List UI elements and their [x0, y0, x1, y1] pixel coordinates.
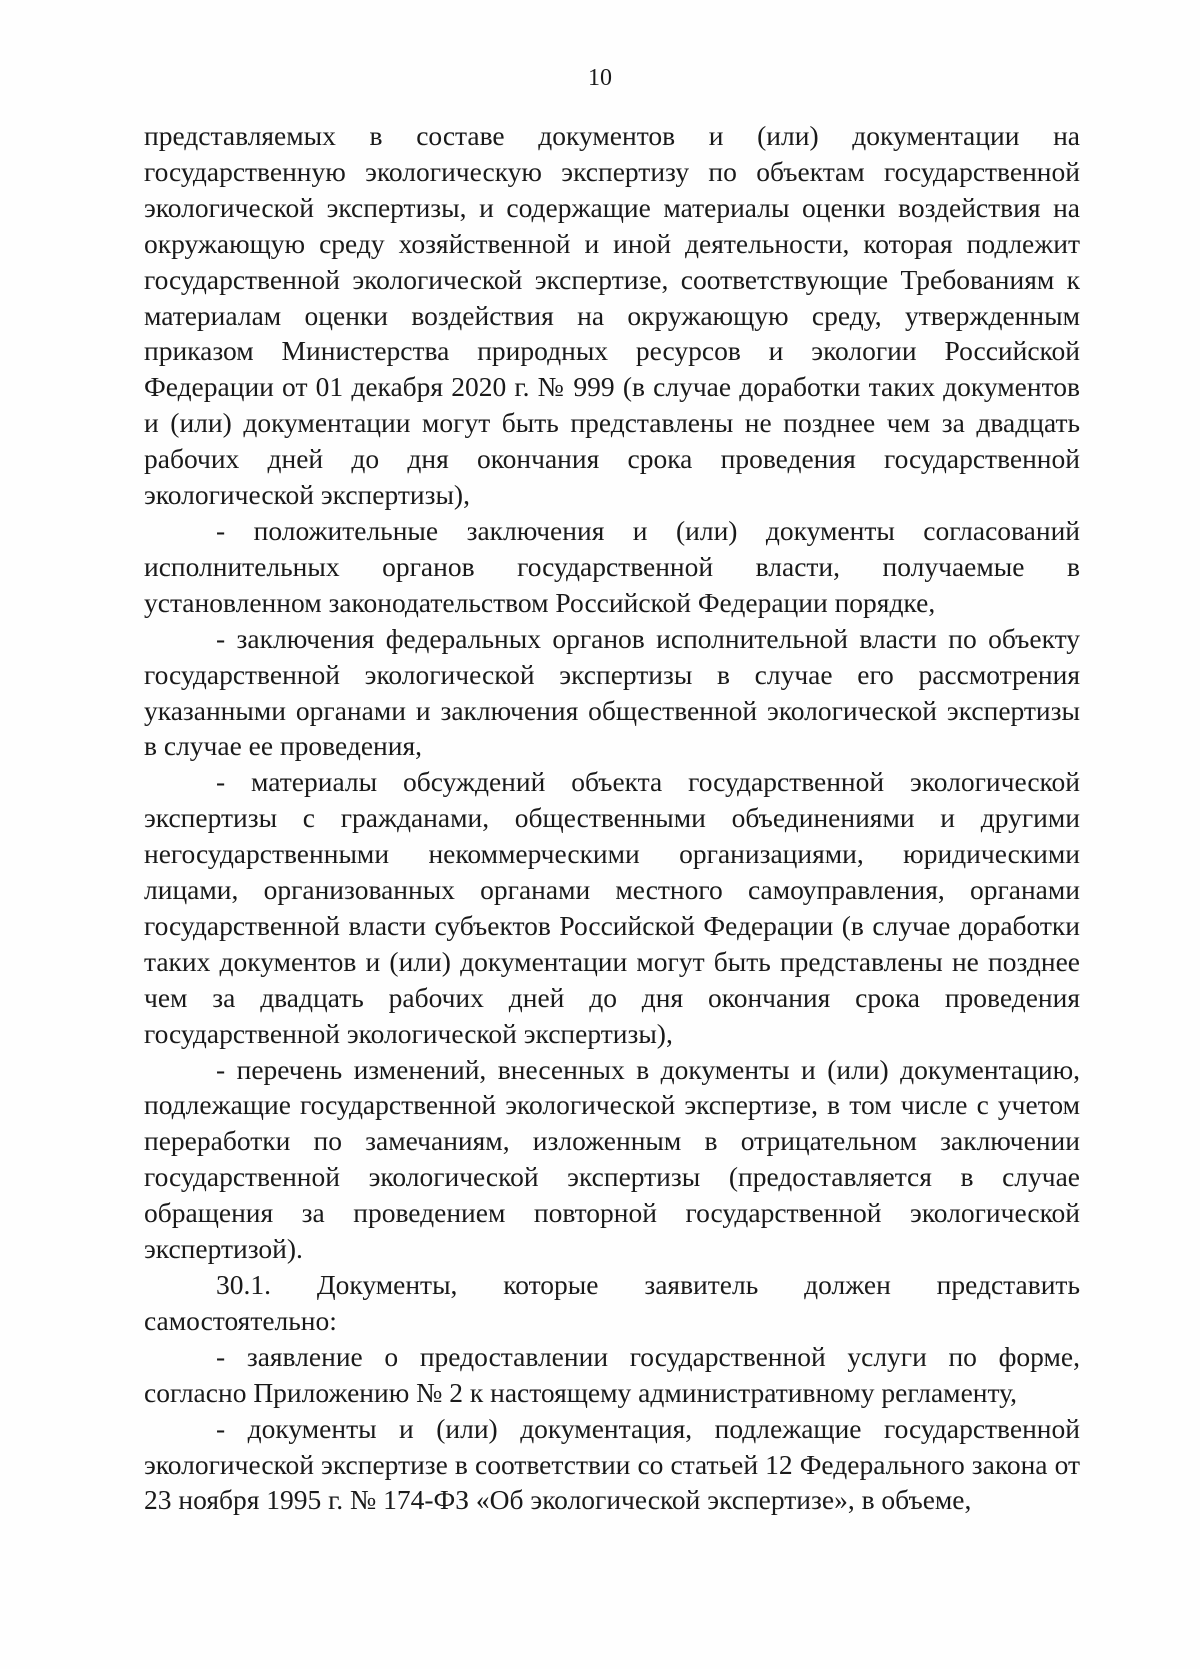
paragraph-discussion-materials: - материалы обсуждений объекта государственной экологической экспертизы с гражданами, общественными объединениями и другими негосударственными некоммерческими организациями, юридическими лицами, организованных органами местного самоуправления, органами государственной власти субъектов Российской Федерации (в случае доработки таких документов и (или) документации могут быть представлены не позднее чем за двадцать рабочих дней до дня окончания срока проведения государственной экологической экспертизы),: [144, 766, 1080, 1049]
paragraph-section-30-1: 30.1. Документы, которые заявитель должен представить самостоятельно:: [144, 1269, 1080, 1336]
paragraph-continuation: представляемых в составе документов и (или) документации на государственную экологическую экспертизу по объектам государственной экологической экспертизы, и содержащие материалы оценки воздействия на окружающую среду хозяйственной и иной деятельности, которая подлежит государственной экологической экспертизе, соответствующие Требованиям к материалам оценки воздействия на окружающую среду, утвержденным приказом Министерства природных ресурсов и экологии Российской Федерации от 01 декабря 2020 г. № 999 (в случае доработки таких документов и (или) документации могут быть представлены не позднее чем за двадцать рабочих дней до дня окончания срока проведения государственной экологической экспертизы),: [144, 120, 1080, 511]
paragraph-federal-conclusions: - заключения федеральных органов исполнительной власти по объекту государственной экологической экспертизы в случае его рассмотрения указанными органами и заключения общественной экологической экспертизы в случае ее проведения,: [144, 622, 1080, 762]
paragraph-application: - заявление о предоставлении государственной услуги по форме, согласно Приложению № 2 к настоящему административному регламенту,: [144, 1340, 1080, 1408]
paragraph-positive-conclusions: - положительные заключения и (или) документы согласований исполнительных органов государственной власти, получаемые в установленном законодательством Российской Федерации порядке,: [144, 514, 1080, 618]
document-body: [144, 118, 1080, 1518]
page-number: 10: [588, 65, 612, 91]
paragraph-changes-list: - перечень изменений, внесенных в документы и (или) документацию, подлежащие государственной экологической экспертизе, в том числе с учетом переработки по замечаниям, изложенным в отрицательном заключении государственной экологической экспертизы (предоставляется в случае обращения за проведением повторной государственной экологической экспертизой).: [144, 1053, 1080, 1265]
paragraph-documents: - документы и (или) документация, подлежащие государственной экологической экспертизе в соответствии со статьей 12 Федерального закона от 23 ноября 1995 г. № 174-ФЗ «Об экологической экспертизе», в объеме,: [144, 1412, 1080, 1516]
